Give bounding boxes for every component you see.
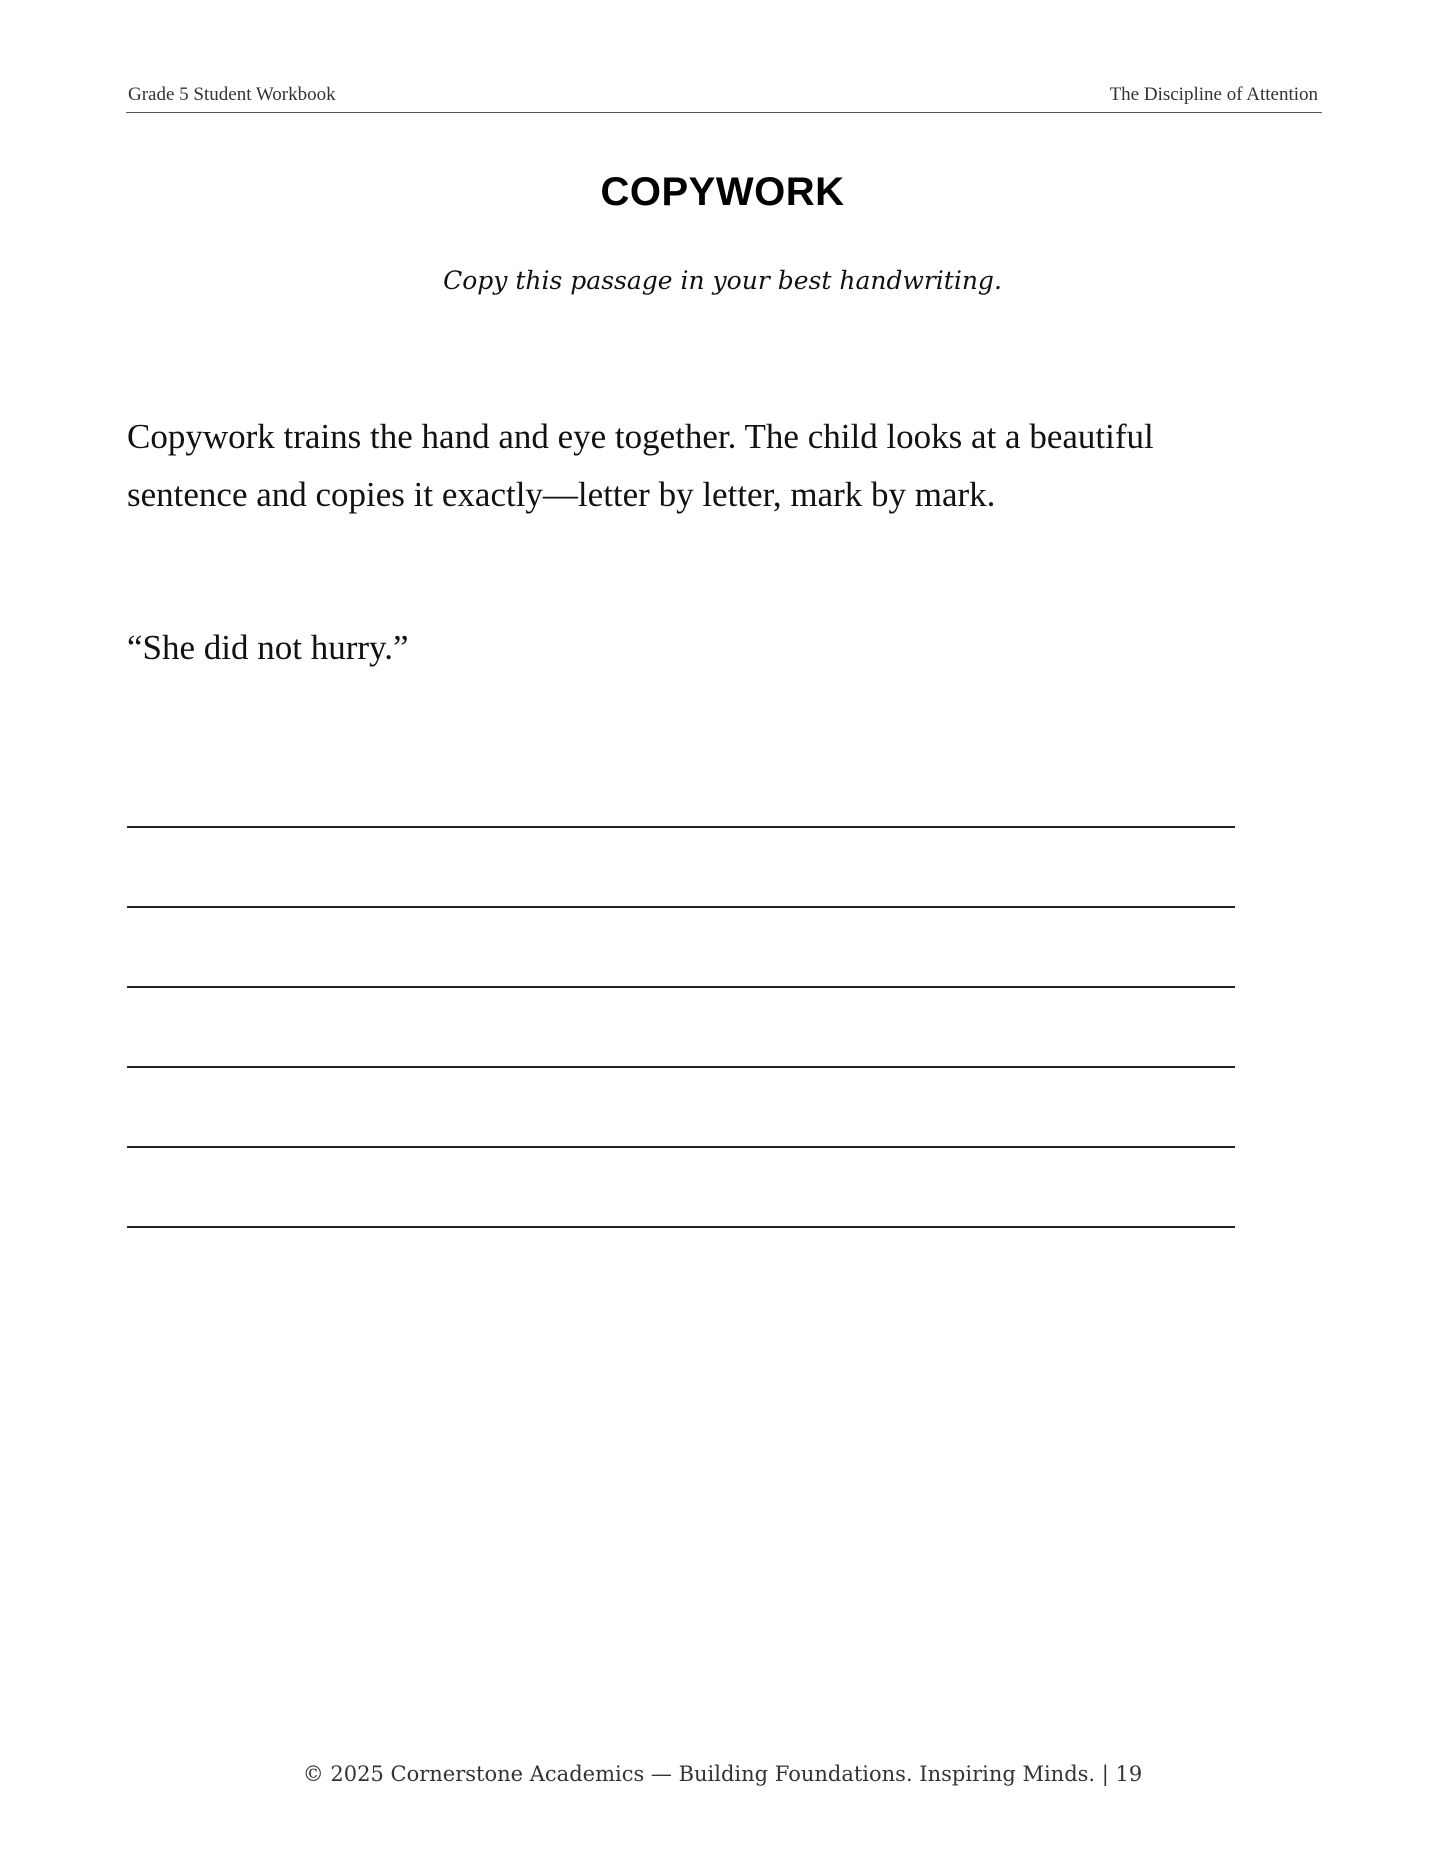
page-footer: © 2025 Cornerstone Academics — Building Foundations. Inspiring Minds. | 19	[302, 1762, 1143, 1786]
passage-text: Copywork trains the hand and eye together. The child looks at a beautiful sentence and copies it exactly—letter by letter, mark by mark.	[127, 417, 1154, 514]
page-title: COPYWORK	[600, 170, 845, 214]
header-workbook-title: Grade 5 Student Workbook	[128, 84, 336, 105]
writing-line-1[interactable]	[127, 826, 1235, 828]
writing-line-3[interactable]	[127, 986, 1235, 988]
writing-line-4[interactable]	[127, 1066, 1235, 1068]
writing-line-5[interactable]	[127, 1146, 1235, 1148]
writing-line-2[interactable]	[127, 906, 1235, 908]
running-header	[126, 80, 1322, 113]
instruction-text: Copy this passage in your best handwriting.	[443, 266, 1002, 295]
header-chapter-title: The Discipline of Attention	[1109, 84, 1318, 105]
copy-quote: “She did not hurry.”	[127, 628, 409, 667]
writing-line-6[interactable]	[127, 1226, 1235, 1228]
